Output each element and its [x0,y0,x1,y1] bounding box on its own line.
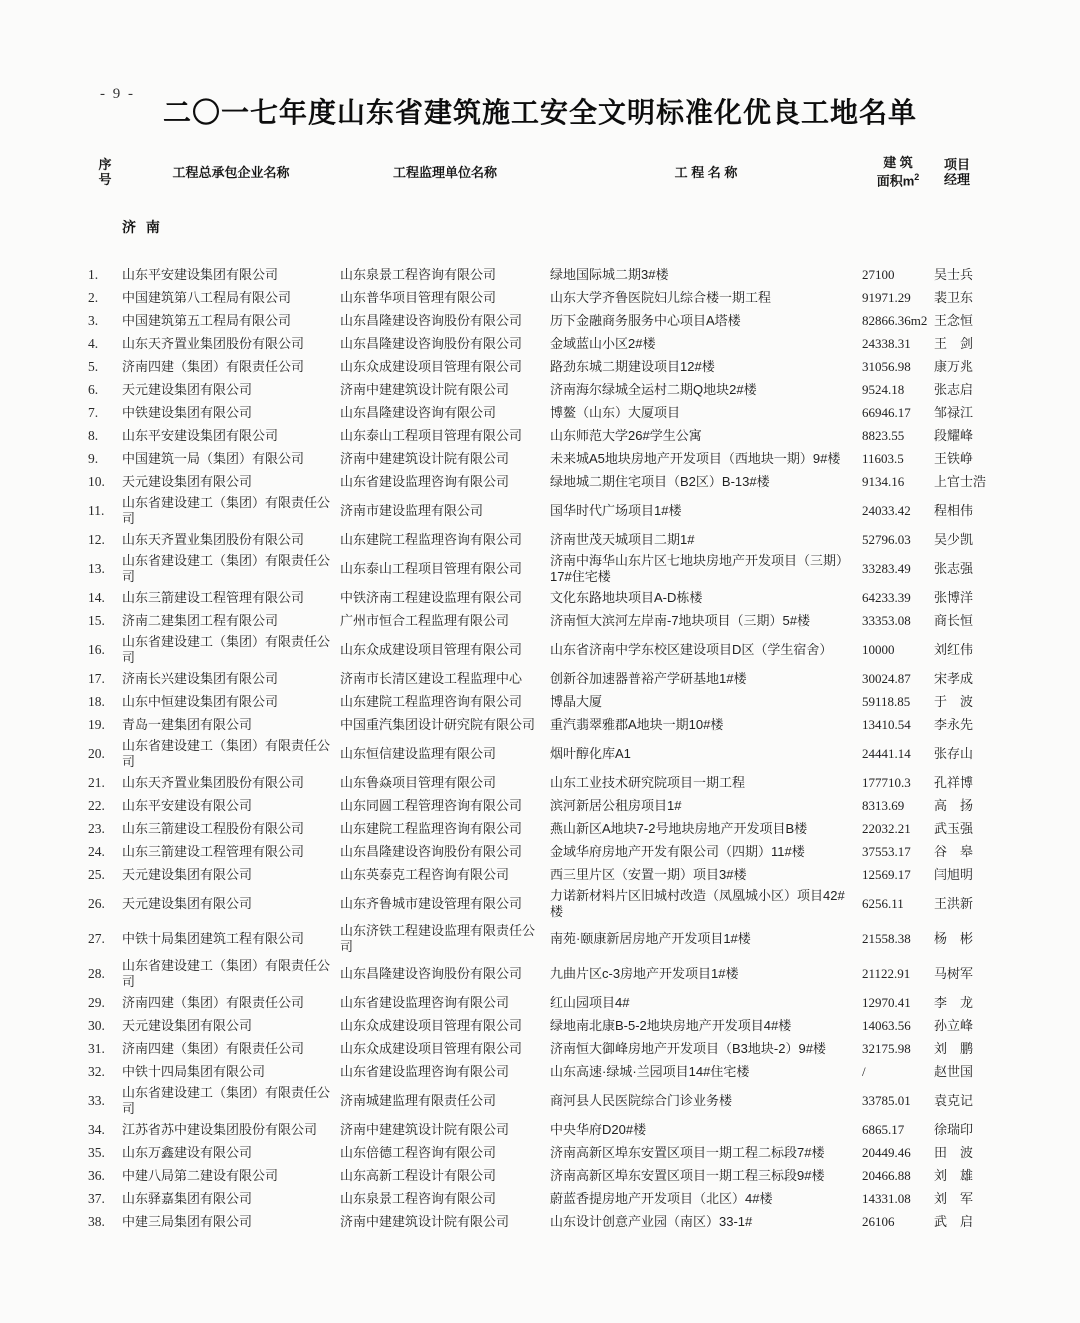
row-building-area: 37553.17 [862,843,911,859]
row-serial-number: 15. [88,612,105,628]
section-label-jinan: 济 南 [122,219,163,235]
column-header-serial-line1: 序 [98,157,112,172]
column-header-serial-line2: 号 [98,172,112,187]
row-project-manager: 刘红伟 [934,641,974,657]
row-serial-number: 12. [88,531,105,547]
table-row [0,332,1080,355]
row-contractor-name: 中国建筑第八工程局有限公司 [122,289,292,305]
row-serial-number: 25. [88,866,105,882]
table-row [0,378,1080,401]
table-row [0,263,1080,286]
row-contractor-name: 中铁十局集团建筑工程有限公司 [122,930,305,946]
row-project-manager: 吴少凯 [934,531,974,547]
row-serial-number: 4. [88,335,99,351]
row-project-name: 济南海尔绿城全运村二期Q地块2#楼 [550,381,757,397]
row-serial-number: 24. [88,843,105,859]
table-row [0,1164,1080,1187]
row-project-name: 山东大学齐鲁医院妇儿综合楼一期工程 [550,289,772,305]
row-serial-number: 28. [88,965,105,981]
row-project-name: 中央华府D20#楼 [550,1121,647,1137]
row-building-area: 21558.38 [862,930,911,946]
table-row [0,609,1080,632]
row-building-area: 91971.29 [862,289,911,305]
column-header-area [862,155,934,188]
row-contractor-name: 山东三箭建设工程股份有限公司 [122,820,305,836]
row-project-manager: 杨 彬 [934,930,974,946]
row-supervisor-name: 山东泰山工程项目管理有限公司 [340,427,523,443]
row-serial-number: 31. [88,1040,105,1056]
row-building-area: 12970.41 [862,994,911,1010]
column-header-supervisor: 工程监理单位名称 [392,164,497,180]
row-serial-number: 35. [88,1144,105,1160]
row-building-area: 6256.11 [862,895,904,911]
row-contractor-name: 江苏省苏中建设集团股份有限公司 [122,1121,318,1137]
document-title: 二〇一七年度山东省建筑施工安全文明标准化优良工地名单 [162,97,917,128]
row-contractor-name: 山东万鑫建设有限公司 [122,1144,253,1160]
row-project-manager: 张存山 [934,745,974,761]
row-building-area: 22032.21 [862,820,911,836]
row-contractor-name: 山东省建设建工（集团）有限责任公司 [122,494,331,526]
row-project-name: 济南恒大滨河左岸南-7地块项目（三期）5#楼 [550,612,811,628]
row-contractor-name: 山东省建设建工（集团）有限责任公司 [122,1084,331,1116]
table-row [0,355,1080,378]
row-project-manager: 段耀峰 [934,427,974,443]
row-building-area: 177710.3 [862,774,911,790]
row-project-name: 重汽翡翠雅郡A地块一期10#楼 [550,716,724,732]
row-contractor-name: 天元建设集团有限公司 [122,895,253,911]
row-contractor-name: 山东省建设建工（集团）有限责任公司 [122,552,331,584]
row-serial-number: 14. [88,589,105,605]
row-project-manager: 刘 雄 [934,1167,974,1183]
row-building-area: 21122.91 [862,965,911,981]
row-building-area: 20466.88 [862,1167,911,1183]
row-supervisor-name: 山东众成建设项目管理有限公司 [340,1040,523,1056]
row-building-area: 11603.5 [862,450,904,466]
row-supervisor-name: 山东建院工程监理咨询有限公司 [340,693,523,709]
row-supervisor-name: 山东昌隆建设咨询股份有限公司 [340,965,523,981]
row-supervisor-name: 山东倍德工程咨询有限公司 [340,1144,497,1160]
row-supervisor-name: 济南市长清区建设工程监理中心 [340,670,523,686]
row-contractor-name: 天元建设集团有限公司 [122,473,253,489]
column-header-contractor: 工程总承包企业名称 [172,164,290,180]
table-row [0,991,1080,1014]
row-project-name: 济南恒大御峰房地产开发项目（B3地块-2）9#楼 [550,1040,826,1056]
row-contractor-name: 山东平安建设集团有限公司 [122,266,279,282]
row-project-name: 济南中海华山东片区七地块房地产开发项目（三期）17#住宅楼 [550,552,850,584]
row-project-manager: 李永先 [934,716,974,732]
row-serial-number: 30. [88,1017,105,1033]
row-supervisor-name: 济南中建建筑设计院有限公司 [340,1213,510,1229]
page-number: - 9 - [100,86,135,102]
row-building-area: 12569.17 [862,866,911,882]
row-building-area: 32175.98 [862,1040,911,1056]
row-contractor-name: 山东平安建设集团有限公司 [122,427,279,443]
row-supervisor-name: 山东济铁工程建设监理有限责任公司 [340,922,536,954]
table-body [0,263,1080,1233]
table-row [0,794,1080,817]
row-project-manager: 邹禄江 [934,404,974,420]
row-supervisor-name: 山东泰山工程项目管理有限公司 [340,560,523,576]
row-serial-number: 9. [88,450,99,466]
row-contractor-name: 山东三箭建设工程管理有限公司 [122,589,305,605]
row-project-name: 蔚蓝香提房地产开发项目（北区）4#楼 [550,1190,773,1206]
row-contractor-name: 青岛一建集团有限公司 [122,716,253,732]
row-supervisor-name: 山东英泰克工程咨询有限公司 [340,866,510,882]
row-building-area: 9134.16 [862,473,905,489]
row-serial-number: 3. [88,312,99,328]
row-contractor-name: 中国建筑第五工程局有限公司 [122,312,292,328]
row-project-manager: 武玉强 [934,820,974,836]
table-row [0,586,1080,609]
row-serial-number: 38. [88,1213,105,1229]
row-project-name: 文化东路地块项目A-D栋楼 [550,589,703,605]
row-project-name: 历下金融商务服务中心项目A塔楼 [550,312,741,328]
row-project-name: 博鳌（山东）大厦项目 [550,404,681,420]
row-project-manager: 孔祥博 [934,774,974,790]
row-project-name: 路劲东城二期建设项目12#楼 [550,358,715,374]
row-building-area: 82866.36m2 [862,312,928,328]
row-supervisor-name: 山东泉景工程咨询有限公司 [340,1190,497,1206]
row-supervisor-name: 山东省建设监理咨询有限公司 [340,1063,510,1079]
row-project-name: 济南高新区埠东安置区项目一期工程二标段7#楼 [550,1144,825,1160]
row-building-area: 14063.56 [862,1017,911,1033]
row-project-manager: 程相伟 [934,502,974,518]
table-row [0,713,1080,736]
row-building-area: 10000 [862,641,895,657]
row-project-manager: 马树军 [934,965,974,981]
row-supervisor-name: 济南中建建筑设计院有限公司 [340,381,510,397]
row-contractor-name: 天元建设集团有限公司 [122,381,253,397]
row-project-name: 金域华府房地产开发有限公司（四期）11#楼 [550,843,805,859]
row-contractor-name: 天元建设集团有限公司 [122,866,253,882]
column-header-manager-line1: 项目 [944,157,971,172]
row-contractor-name: 天元建设集团有限公司 [122,1017,253,1033]
row-contractor-name: 中建八局第二建设有限公司 [122,1167,279,1183]
row-project-name: 未来城A5地块房地产开发项目（西地块一期）9#楼 [550,450,841,466]
column-header-serial [88,157,122,187]
row-contractor-name: 山东天齐置业集团股份有限公司 [122,531,305,547]
row-project-manager: 谷 皋 [934,843,974,859]
row-building-area: 27100 [862,266,895,282]
row-serial-number: 8. [88,427,99,443]
table-row [0,528,1080,551]
row-project-name: 济南高新区埠东安置区项目一期工程三标段9#楼 [550,1167,825,1183]
row-supervisor-name: 中铁济南工程建设监理有限公司 [340,589,523,605]
row-serial-number: 36. [88,1167,105,1183]
table-row [0,667,1080,690]
row-project-name: 济南世茂天城项目二期1# [550,531,695,547]
row-contractor-name: 山东天齐置业集团股份有限公司 [122,774,305,790]
table-row [0,1014,1080,1037]
row-supervisor-name: 山东建院工程监理咨询有限公司 [340,820,523,836]
row-serial-number: 22. [88,797,105,813]
row-building-area: 52796.03 [862,531,911,547]
row-serial-number: 11. [88,502,105,518]
row-project-manager: 李 龙 [934,994,974,1010]
row-supervisor-name: 济南市建设监理有限公司 [340,502,484,518]
table-row [0,1083,1080,1118]
row-project-name: 商河县人民医院综合门诊业务楼 [550,1092,733,1108]
row-building-area: 8823.55 [862,427,905,443]
column-header-manager-line2: 经理 [944,172,971,187]
row-project-manager: 王洪新 [934,895,974,911]
row-building-area: 33283.49 [862,560,911,576]
row-contractor-name: 山东天齐置业集团股份有限公司 [122,335,305,351]
row-supervisor-name: 山东鲁焱项目管理有限公司 [340,774,497,790]
table-row [0,1060,1080,1083]
row-project-manager: 田 波 [934,1144,974,1160]
row-supervisor-name: 山东高新工程设计有限公司 [340,1167,497,1183]
column-header-project: 工 程 名 称 [674,164,738,180]
row-project-manager: 康万兆 [934,358,974,374]
row-building-area: 64233.39 [862,589,911,605]
row-serial-number: 20. [88,745,105,761]
row-contractor-name: 山东中恒建设集团有限公司 [122,693,279,709]
table-row [0,840,1080,863]
row-project-manager: 孙立峰 [934,1017,974,1033]
row-supervisor-name: 济南中建建筑设计院有限公司 [340,450,510,466]
row-building-area: 66946.17 [862,404,911,420]
row-supervisor-name: 山东恒信建设监理有限公司 [340,745,497,761]
table-row [0,921,1080,956]
row-supervisor-name: 山东众成建设项目管理有限公司 [340,641,523,657]
row-contractor-name: 山东省建设建工（集团）有限责任公司 [122,737,331,769]
row-project-manager: 闫旭明 [934,866,974,882]
row-project-name: 创新谷加速器普裕产学研基地1#楼 [550,670,747,686]
row-building-area: 33353.08 [862,612,911,628]
row-project-name: 金域蓝山小区2#楼 [550,335,656,351]
row-serial-number: 26. [88,895,105,911]
row-project-manager: 王铁峥 [934,450,974,466]
row-project-name: 滨河新居公租房项目1# [550,797,682,813]
row-building-area: 9524.18 [862,381,905,397]
row-project-name: 山东设计创意产业园（南区）33-1# [550,1213,753,1229]
row-project-name: 西三里片区（安置一期）项目3#楼 [550,866,747,882]
table-row [0,863,1080,886]
row-project-manager: 高 扬 [934,797,974,813]
row-project-manager: 吴士兵 [934,266,974,282]
row-contractor-name: 济南二建集团工程有限公司 [122,612,279,628]
row-project-name: 山东省济南中学东校区建设项目D区（学生宿舍） [550,641,833,657]
row-project-manager: 裴卫东 [934,289,974,305]
row-building-area: 24441.14 [862,745,911,761]
row-project-manager: 宋孝成 [934,670,974,686]
row-building-area: 30024.87 [862,670,911,686]
row-serial-number: 7. [88,404,99,420]
table-row [0,817,1080,840]
row-supervisor-name: 山东普华项目管理有限公司 [340,289,497,305]
row-serial-number: 6. [88,381,99,397]
row-contractor-name: 中建三局集团有限公司 [122,1213,253,1229]
table-row [0,1187,1080,1210]
column-header-manager [934,157,1034,187]
row-contractor-name: 中国建筑一局（集团）有限公司 [122,450,305,466]
table-row [0,401,1080,424]
table-row [0,447,1080,470]
table-row [0,309,1080,332]
row-project-name: 山东师范大学26#学生公寓 [550,427,702,443]
row-building-area: 31056.98 [862,358,911,374]
row-project-manager: 张志强 [934,560,974,576]
row-project-name: 绿地城二期住宅项目（B2区）B-13#楼 [550,473,770,489]
row-supervisor-name: 山东省建设监理咨询有限公司 [340,994,510,1010]
row-project-name: 绿地南北康B-5-2地块房地产开发项目4#楼 [550,1017,792,1033]
row-building-area: 13410.54 [862,716,911,732]
area-superscript: 2 [914,172,920,183]
table-row [0,286,1080,309]
row-serial-number: 37. [88,1190,105,1206]
row-project-manager: 张志启 [934,381,974,397]
row-project-name: 烟叶醇化库A1 [550,745,631,761]
table-row [0,771,1080,794]
row-serial-number: 10. [88,473,105,489]
row-contractor-name: 山东省建设建工（集团）有限责任公司 [122,957,331,989]
row-project-name: 山东高速·绿城·兰园项目14#住宅楼 [550,1063,750,1079]
row-serial-number: 1. [88,266,99,282]
row-contractor-name: 济南四建（集团）有限责任公司 [122,1040,305,1056]
row-serial-number: 29. [88,994,105,1010]
table-header-row [0,149,1080,195]
row-serial-number: 13. [88,560,105,576]
row-building-area: 26106 [862,1213,895,1229]
table-row [0,551,1080,586]
row-supervisor-name: 山东昌隆建设咨询股份有限公司 [340,843,523,859]
row-project-manager: 刘 鹏 [934,1040,974,1056]
column-header-area-line2: 面积$m^2$ [876,172,920,189]
table-row [0,1037,1080,1060]
table-row [0,690,1080,713]
row-serial-number: 5. [88,358,99,374]
row-project-manager: 于 波 [934,693,974,709]
table-row [0,1118,1080,1141]
row-project-manager: 王念恒 [934,312,974,328]
row-supervisor-name: 山东众成建设项目管理有限公司 [340,1017,523,1033]
column-header-area-line1: 建 筑 [883,155,913,171]
row-project-name: 红山园项目4# [550,994,630,1010]
row-building-area: 8313.69 [862,797,905,813]
table-row [0,956,1080,991]
row-supervisor-name: 济南城建监理有限责任公司 [340,1092,497,1108]
row-supervisor-name: 广州市恒合工程监理有限公司 [340,612,510,628]
row-contractor-name: 中铁建设集团有限公司 [122,404,253,420]
row-project-manager: 刘 军 [934,1190,974,1206]
row-building-area: 59118.85 [862,693,911,709]
row-supervisor-name: 山东同圆工程管理咨询有限公司 [340,797,523,813]
row-project-manager: 张博洋 [934,589,974,605]
table-row [0,1141,1080,1164]
row-project-name: 九曲片区c-3房地产开发项目1#楼 [550,965,739,981]
row-project-name: 绿地国际城二期3#楼 [550,266,669,282]
row-project-manager: 上官士浩 [934,473,987,489]
row-contractor-name: 山东三箭建设工程管理有限公司 [122,843,305,859]
row-building-area: 14331.08 [862,1190,911,1206]
row-serial-number: 16. [88,641,105,657]
row-project-manager: 徐瑞印 [934,1121,974,1137]
row-serial-number: 18. [88,693,105,709]
row-building-area: 6865.17 [862,1121,905,1137]
row-project-manager: 武 启 [934,1213,974,1229]
table-row [0,470,1080,493]
row-building-area: 24033.42 [862,502,911,518]
row-project-manager: 赵世国 [934,1063,974,1079]
row-serial-number: 33. [88,1092,105,1108]
row-contractor-name: 中铁十四局集团有限公司 [122,1063,266,1079]
row-supervisor-name: 山东昌隆建设咨询有限公司 [340,404,497,420]
table-row [0,493,1080,528]
row-supervisor-name: 山东昌隆建设咨询股份有限公司 [340,312,523,328]
row-serial-number: 27. [88,930,105,946]
row-contractor-name: 山东省建设建工（集团）有限责任公司 [122,633,331,665]
row-serial-number: 32. [88,1063,105,1079]
row-serial-number: 23. [88,820,105,836]
row-serial-number: 17. [88,670,105,686]
row-project-manager: 王 剑 [934,335,974,351]
row-contractor-name: 山东平安建设有限公司 [122,797,253,813]
row-supervisor-name: 中国重汽集团设计研究院有限公司 [340,716,536,732]
row-building-area: / [862,1063,866,1079]
row-supervisor-name: 济南中建建筑设计院有限公司 [340,1121,510,1137]
row-serial-number: 2. [88,289,99,305]
table-row [0,632,1080,667]
row-serial-number: 34. [88,1121,105,1137]
table-row [0,886,1080,921]
row-project-name: 力诺新材料片区旧城村改造（凤凰城小区）项目42#楼 [550,887,845,919]
row-supervisor-name: 山东建院工程监理咨询有限公司 [340,531,523,547]
row-contractor-name: 济南四建（集团）有限责任公司 [122,994,305,1010]
document-page [0,86,1080,1323]
row-supervisor-name: 山东省建设监理咨询有限公司 [340,473,510,489]
row-project-name: 国华时代广场项目1#楼 [550,502,682,518]
table-row [0,736,1080,771]
row-building-area: 24338.31 [862,335,911,351]
row-building-area: 33785.01 [862,1092,911,1108]
row-project-manager: 袁克记 [934,1092,974,1108]
row-project-name: 南苑·颐康新居房地产开发项目1#楼 [550,930,751,946]
row-contractor-name: 济南四建（集团）有限责任公司 [122,358,305,374]
row-supervisor-name: 山东昌隆建设咨询股份有限公司 [340,335,523,351]
row-supervisor-name: 山东齐鲁城市建设管理有限公司 [340,895,523,911]
row-contractor-name: 山东驿嘉集团有限公司 [122,1190,253,1206]
row-supervisor-name: 山东泉景工程咨询有限公司 [340,266,497,282]
row-building-area: 20449.46 [862,1144,911,1160]
table-row [0,424,1080,447]
row-contractor-name: 济南长兴建设集团有限公司 [122,670,279,686]
row-serial-number: 21. [88,774,105,790]
row-supervisor-name: 山东众成建设项目管理有限公司 [340,358,523,374]
row-project-name: 山东工业技术研究院项目一期工程 [550,774,746,790]
row-project-manager: 商长恒 [934,612,974,628]
row-serial-number: 19. [88,716,105,732]
row-project-name: 博晶大厦 [550,693,603,709]
row-project-name: 燕山新区A地块7-2号地块房地产开发项目B楼 [550,820,808,836]
